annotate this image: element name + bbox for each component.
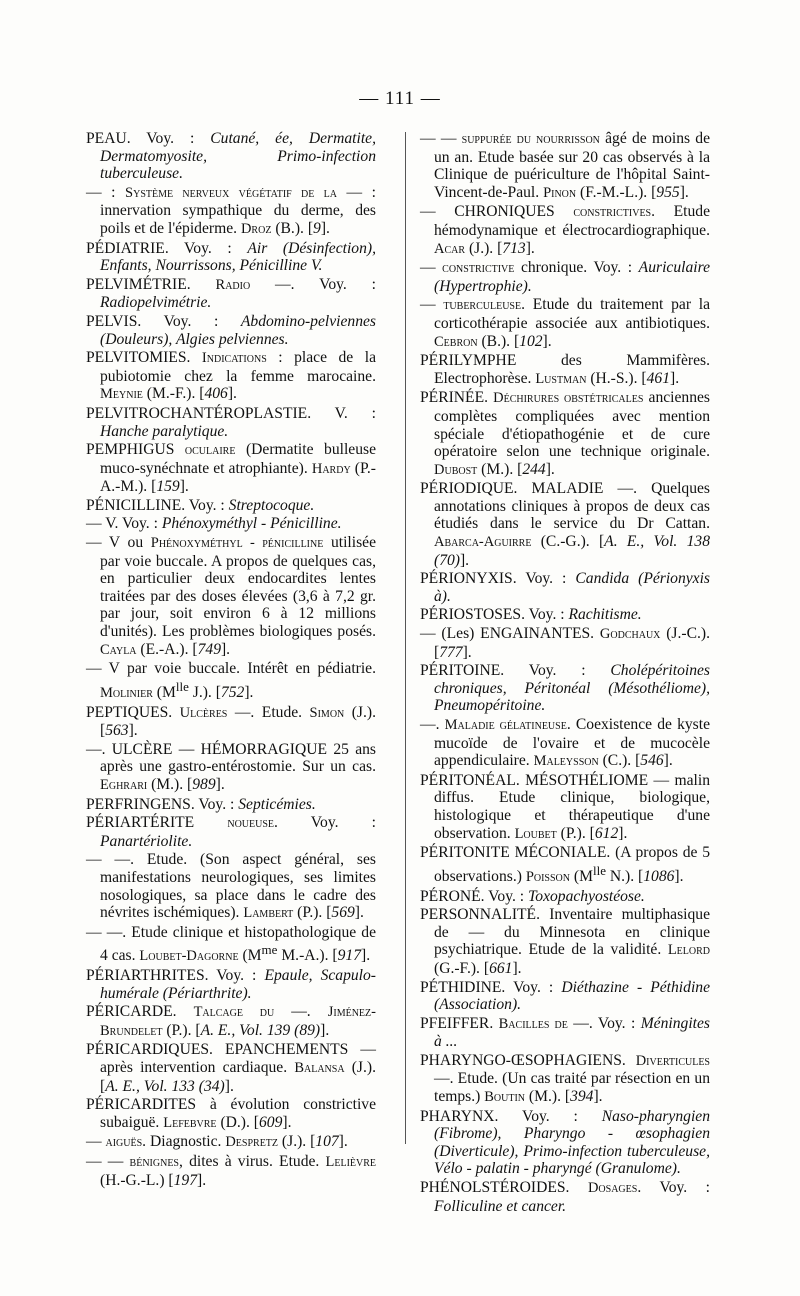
index-entry-pediatrie: PÉDIATRIE. Voy. : Air (Désinfection), Enfants, Nourrissons, Pénicilline V. [86,239,376,275]
index-entry-pelvis: PELVIS. Voy. : Abdomino-pelviennes (Douleurs), Algies pelviennes. [86,312,376,348]
index-entry-engainantes: — (Les) ENGAINANTES. Godchaux (J.-C.). [777]. [420,625,710,661]
index-entry-pericardiques: PÉRICARDIQUES. EPANCHEMENTS — après intervention cardiaque. Balansa (J.). [A. E., Vol. 133 (34)]. [86,1041,376,1095]
index-entry-pharyngo: PHARYNGO-ŒSOPHAGIENS. Diverticules —. Etude. (Un cas traité par résection en un temps.) Boutin (M.). [394]. [420,1051,710,1106]
column-divider [405,132,406,1144]
index-entry-periarthrites: PÉRIARTHRITES. Voy. : Epaule, Scapulo-humérale (Périarthrite). [86,967,376,1002]
index-entry-pharynx: PHARYNX. Voy. : Naso-pharyngien (Fibrome), Pharyngo - œsophagien (Diverticule), Primo-infection tuberculeuse, Vélo - palatin - pharyngé (Granulome). [420,1107,710,1178]
index-entry-perilymphe: PÉRILYMPHE des Mammifères. Electrophorèse. Lustman (H.-S.). [461]. [420,352,710,387]
index-entry-chroniques: — CHRONIQUES constrictives. Etude hémodynamique et électrocardiographique. Acar (J.). [713]. [420,203,711,257]
index-entry-pelvitomies: PELVITOMIES. Indications : place de la pubiotomie chez la femme marocaine. Meynie (M.-F.). [406]. [86,349,376,403]
left-column [86,130,376,1190]
index-entry-pericardites-aigues: — aiguës. Diagnostic. Despretz (J.). [107]. [86,1133,348,1151]
index-entry-maladie-gelatineuse: —. Maladie gélatineuse. Coexistence de kyste mucoïde de l'ovaire et de mucocèle appendiculaire. Maleysson (C.). [546]. [420,716,710,770]
index-entry-peritoneal: PÉRITONÉAL. MÉSOTHÉLIOME — malin diffus. Etude clinique, biologique, histologique et thérapeutique d'une observation. Loubet (P.). [612]. [420,771,710,842]
right-column [420,130,710,1216]
index-entry-penicilline: PÉNICILLINE. Voy. : Streptocoque. [86,496,315,514]
index-entry-periarterite: PÉRIARTÉRITE noueuse. Voy. : Panartériolite. [86,814,376,850]
index-entry-pethidine: PÉTHIDINE. Voy. : Diéthazine - Péthidine (Association). [420,978,710,1014]
index-entry-periarterite-clinique: — —. Etude clinique et histopathologique de 4 cas. Loubet-Dagorne ($M^{me}$ M.-A.). [917]. [86,923,376,965]
index-entry-personnalite: PERSONNALITÉ. Inventaire multiphasique de — du Minnesota en clinique psychiatrique. Etude de la validité. Lelord (G.-F.). [661]. [420,906,710,977]
index-entry-constrictive: — constrictive chronique. Voy. : Auriculaire (Hypertrophie). [420,259,710,295]
index-entry-ulcere-hemorragique: —. ULCÈRE — HÉMORRAGIQUE 25 ans après une gastro-entérostomie. Sur un cas. Eghrari (M.). [989]. [86,740,376,793]
index-entry-periodique: PÉRIODIQUE. MALADIE —. Quelques annotations cliniques à propos de deux cas étudiés dans le service du Dr Cattan. Abarca-Aguirre (C.-G.). [A. E., Vol. 138 (70)]. [420,480,710,569]
index-entry-peritonite: PÉRITONITE MÉCONIALE. (A propos de 5 observations.) Poisson ($M^{lle}$ N.). [1086]. [420,844,710,885]
index-entry-periostoses: PÉRIOSTOSES. Voy. : Rachitisme. [420,606,642,624]
index-entry-pericardites: PÉRICARDITES à évolution constrictive subaiguë. Lefebvre (D.). [609]. [86,1096,376,1131]
index-entry-pemphigus: PEMPHIGUS oculaire (Dermatite bulleuse muco-synéchnate et atrophiante). Hardy (P.-A.-M.). [159]. [86,441,376,496]
index-entry-penicilline-v-buccale: — V par voie buccale. Intérêt en pédiatrie. Molinier ($M^{lle}$ J.). [752]. [86,660,376,701]
index-entry-penicilline-v: — V. Voy. : Phénoxyméthyl - Pénicilline. [86,515,342,533]
index-entry-pericardites-benignes: — — bénignes, dites à virus. Etude. Lelièvre (H.-G.-L.) [197]. [86,1153,377,1189]
index-entry-peptiques: PEPTIQUES. Ulcères —. Etude. Simon (J.). [563]. [86,703,376,740]
index-entry-peau: PEAU. Voy. : Cutané, ée, Dermatite, Dermatomyosite, Primo-infection tuberculeuse. [86,130,376,183]
index-entry-perone: PÉRONÉ. Voy. : Toxopachyostéose. [420,887,645,905]
index-entry-pericarde: PÉRICARDE. Talcage du —. Jiménez-Brundelet (P.). [A. E., Vol. 139 (89)]. [86,1003,376,1039]
index-entry-pelvimetrie: PELVIMÉTRIE. Radio —. Voy. : Radiopelvimétrie. [86,275,377,312]
index-entry-phenolsteroides: PHÉNOLSTÉROIDES. Dosages. Voy. : Folliculine et cancer. [420,1179,711,1215]
index-entry-periarterite-etude: — —. Etude. (Son aspect général, ses manifestations neurologiques, ses limites nosologiques, sa place dans le cadre des névrites ischémiques). Lambert (P.). [569]. [86,851,376,922]
index-entry-suppuree: — — suppurée du nourrisson âgé de moins de un an. Etude basée sur 20 cas observés à la Clinique de puériculture de l'hôpital Saint-Vincent-de-Paul. Pinon (F.-M.-L.). [955]. [420,130,711,201]
index-entry-pelvitrochanteroplastie: PELVITROCHANTÉROPLASTIE. V. : Hanche paralytique. [86,404,376,440]
index-entry-perfringens: PERFRINGENS. Voy. : Septicémies. [86,795,316,813]
index-entry-peau-systeme: — : Système nerveux végétatif de la — : innervation sympathique du derme, des poils et de l'épiderme. Droz (B.). [9]. [86,183,376,237]
index-entry-perionyxis: PÉRIONYXIS. Voy. : Candida (Périonyxis à). [420,570,711,605]
page-number: — 111 — [359,88,441,109]
index-entry-penicilline-v-ou: — V ou Phénoxyméthyl - pénicilline utilisée par voie buccale. A propos de quelques cas, en particulier deux endocardites lentes traitées par des doses élevées (3,6 à 7,2 gr. par jour, soit environ 6 à 12 millions d'unités). Les problèmes biologiques posés. Cayla (E.-A.). [749]. [86,534,377,658]
index-entry-perinee: PÉRINÉE. Déchirures obstétricales anciennes complètes compliquées avec mention spéciale d'étiopathogénie et de cure opératoire selon une technique originale. Dubost (M.). [244]. [420,389,710,478]
index-entry-tuberculeuse: — tuberculeuse. Etude du traitement par la corticothérapie associée aux antibiotiques. Cebron (B.). [102]. [420,296,710,350]
index-entry-peritoine: PÉRITOINE. Voy. : Cholépéritoines chroniques, Péritonéal (Mésothéliome), Pneumopéritoine. [420,662,710,715]
index-entry-pfeiffer: PFEIFFER. Bacilles de —. Voy. : Méningites à ... [420,1014,710,1051]
